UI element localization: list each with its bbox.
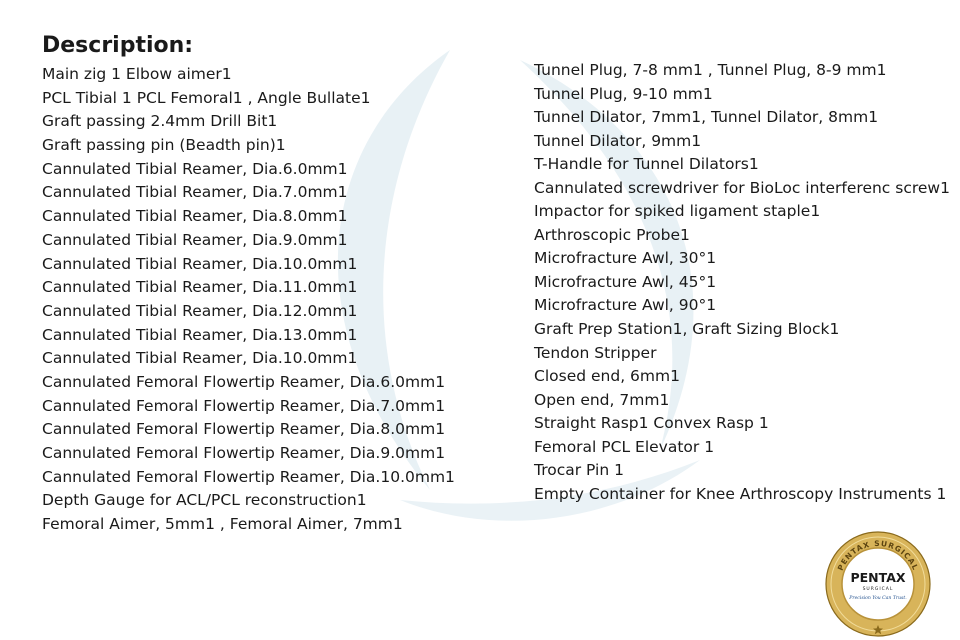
list-item: Microfracture Awl, 45°1 [534, 272, 717, 291]
list-item: Tunnel Plug, 9-10 mm1 [534, 84, 713, 103]
list-item: Graft passing 2.4mm Drill Bit1 [42, 112, 278, 131]
list-item: Main zig 1 Elbow aimer1 [42, 65, 232, 83]
list-item: Trocar Pin 1 [534, 461, 624, 480]
list-item: Tunnel Dilator, 7mm1, Tunnel Dilator, 8mm1 [534, 108, 879, 127]
list-item: Cannulated Tibial Reamer, Dia.12.0mm1 [42, 301, 358, 320]
list-item: Arthroscopic Probe1 [534, 225, 690, 244]
list-item: Cannulated Femoral Flowertip Reamer, Dia.7.0mm1 [42, 396, 446, 415]
list-item: Microfracture Awl, 30°1 [534, 249, 717, 268]
list-item: Cannulated Femoral Flowertip Reamer, Dia.10.0mm1 [42, 467, 455, 486]
list-item: Tendon Stripper [534, 343, 657, 362]
instrument-list-left [42, 63, 455, 537]
list-item: Impactor for spiked ligament staple1 [534, 202, 821, 221]
list-item: Cannulated Tibial Reamer, Dia.6.0mm1 [42, 159, 348, 178]
list-item: Femoral PCL Elevator 1 [534, 437, 715, 456]
list-item: PCL Tibial 1 PCL Femoral1 , Angle Bullate1 [42, 88, 371, 107]
instrument-list-right [534, 59, 950, 506]
list-item: Cannulated Tibial Reamer, Dia.7.0mm1 [42, 183, 348, 202]
list-item: Depth Gauge for ACL/PCL reconstruction1 [42, 491, 367, 510]
logo-brand: PENTAX [850, 570, 906, 585]
list-item: Cannulated Tibial Reamer, Dia.10.0mm1 [42, 254, 358, 273]
logo-arc-text: PENTAX SURGICAL [835, 538, 921, 572]
list-item: Microfracture Awl, 90°1 [534, 296, 717, 315]
list-item: Cannulated Femoral Flowertip Reamer, Dia.9.0mm1 [42, 444, 446, 462]
logo-tagline: Precision You Can Trust. [849, 596, 907, 601]
list-item: Tunnel Dilator, 9mm1 [534, 131, 702, 150]
list-item: Cannulated screwdriver for BioLoc interferenc screw1 [534, 178, 950, 197]
list-item: Graft Prep Station1, Graft Sizing Block1 [534, 320, 840, 339]
list-item: Cannulated Tibial Reamer, Dia.13.0mm1 [42, 325, 358, 344]
list-item: Closed end, 6mm1 [534, 367, 680, 386]
list-item: Cannulated Tibial Reamer, Dia.11.0mm1 [42, 278, 358, 297]
list-item: Tunnel Plug, 7-8 mm1 , Tunnel Plug, 8-9 mm1 [534, 61, 887, 79]
list-item: Straight Rasp1 Convex Rasp 1 [534, 414, 769, 433]
list-item: Cannulated Tibial Reamer, Dia.9.0mm1 [42, 230, 348, 249]
logo-sub: SURGICAL [862, 587, 894, 592]
pentax-surgical-logo [818, 530, 938, 638]
list-item: Cannulated Femoral Flowertip Reamer, Dia.8.0mm1 [42, 420, 446, 439]
list-item: Cannulated Tibial Reamer, Dia.8.0mm1 [42, 207, 348, 226]
list-item: Open end, 7mm1 [534, 390, 670, 409]
list-item: Graft passing pin (Beadth pin)1 [42, 136, 286, 155]
list-item: Cannulated Femoral Flowertip Reamer, Dia.6.0mm1 [42, 372, 446, 391]
description-heading: Description: [42, 33, 194, 58]
list-item: Femoral Aimer, 5mm1 , Femoral Aimer, 7mm1 [42, 515, 403, 534]
list-item: T-Handle for Tunnel Dilators1 [534, 155, 759, 174]
list-item: Cannulated Tibial Reamer, Dia.10.0mm1 [42, 349, 358, 368]
list-item: Empty Container for Knee Arthroscopy Instruments 1 [534, 484, 947, 503]
